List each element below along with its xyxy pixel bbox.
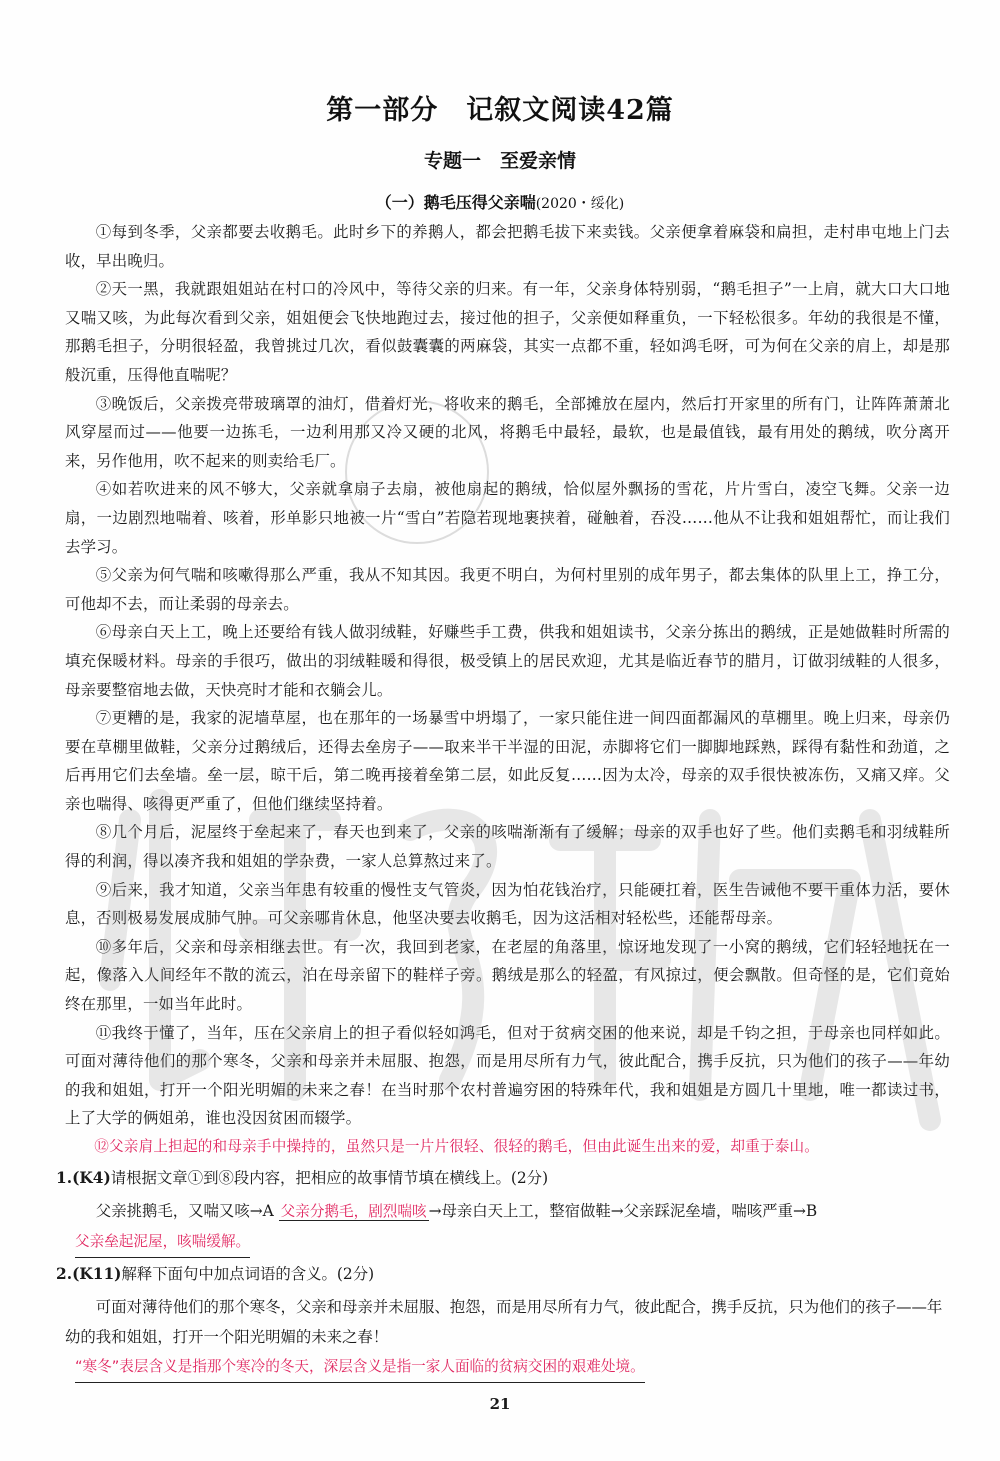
paragraph-7: ⑦更糟的是，我家的泥墙草屋，也在那年的一场暴雪中坍塌了，一家只能住进一间四面都漏风的草棚里。晚上归来，母亲仍要在草棚里做鞋，父亲分过鹅绒后，还得去垒房子——取来半干半湿的田泥，赤脚将它们一脚脚地踩熟，踩得有黏性和劲道，之后再用它们去垒墙。垒一层，晾干后，第二晚再接着垒第二层，如此反复……因为太冷，母亲的双手很快被冻伤，又痛又痒。父亲也喘得、咳得更严重了，但他们继续坚持着。 — [65, 709, 950, 813]
paragraph-2: ②天一黑，我就跟姐姐站在村口的冷风中，等待父亲的归来。有一年，父亲身体特别弱，“鹅毛担子”一上肩，就大口大口地又喘又咳，为此每次看到父亲，姐姐便会飞快地跑过去，接过他的担子，父亲便如释重负，一下轻松很多。年幼的我很是不懂，那鹅毛担子，分明很轻盈，我曾挑过几次，看似鼓囊囊的两麻袋，其实一点都不重，轻如鸿毛呀，可为何在父亲的肩上，却是那般沉重，压得他直喘呢？ — [65, 280, 950, 384]
question-1-body-before: 父亲挑鹅毛，又喘又咳→A — [95, 1201, 274, 1220]
question-2-text: 解释下面句中加点词语的含义。(2分) — [121, 1264, 375, 1283]
paragraph-1: ①每到冬季，父亲都要去收鹅毛。此时乡下的养鹅人，都会把鹅毛拔下来卖钱。父亲便拿着麻袋和扁担，走村串屯地上门去收，早出晚归。 — [65, 223, 950, 270]
paragraph-6: ⑥母亲白天上工，晚上还要给有钱人做羽绒鞋，好赚些手工费，供我和姐姐读书，父亲分拣出的鹅绒，正是她做鞋时所需的填充保暖材料。母亲的手很巧，做出的羽绒鞋暖和得很，极受镇上的居民欢迎，尤其是临近春节的腊月，订做羽绒鞋的人很多，母亲要整宿地去做，天快亮时才能和衣躺会儿。 — [65, 623, 950, 699]
paragraph-3: ③晚饭后，父亲拨亮带玻璃罩的油灯，借着灯光，将收来的鹅毛，全部摊放在屋内，然后打开家里的所有门，让阵阵萧萧北风穿屋而过——他要一边拣毛，一边利用那又冷又硬的北风，将鹅毛中最轻，最软，也是最值钱，最有用处的鹅绒，吹分离开来，另作他用，吹不起来的则卖给毛厂。 — [65, 394, 950, 470]
answer-2: “寒冬”表层含义是指那个寒冷的冬天，深层含义是指一家人面临的贫病交困的艰难处境。 — [75, 1352, 645, 1383]
paragraph-10: ⑩多年后，父亲和母亲相继去世。有一次，我回到老家，在老屋的角落里，惊讶地发现了一小窝的鹅绒，它们轻轻地抚在一起，像落入人间经年不散的流云，泊在母亲留下的鞋样子旁。鹅绒是那么的轻盈，有风掠过，便会飘散。但奇怪的是，它们竟始终在那里，一如当年此时。 — [65, 937, 950, 1014]
article-source: (2020・绥化) — [535, 196, 625, 212]
paragraph-5: ⑤父亲为何气喘和咳嗽得那么严重，我从不知其因。我更不明白，为何村里别的成年男子，都去集体的队里上工，挣工分，可他却不去，而让柔弱的母亲去。 — [65, 566, 950, 613]
question-1-body-middle: →母亲白天上工，整宿做鞋→父亲踩泥垒墙，喘咳严重→B — [428, 1201, 818, 1220]
question-2-number: 2. — [56, 1264, 73, 1283]
answer-b: 父亲垒起泥屋，咳喘缓解。 — [75, 1227, 250, 1258]
question-1 — [56, 1164, 950, 1192]
article-title-text: （一）鹅毛压得父亲喘 — [375, 193, 536, 212]
question-1-text: 请根据文章①到⑧段内容，把相应的故事情节填在横线上。(2分) — [110, 1168, 549, 1187]
question-2-quote: 可面对薄待他们的那个寒冬，父亲和母亲并未屈服、抱怨，而是用尽所有力气，彼此配合，携手反抗，只为他们的孩子——年幼的我和姐姐，打开一个阳光明媚的未来之春！ — [65, 1297, 943, 1346]
question-1-code: (K4) — [72, 1168, 111, 1187]
article-body — [56, 218, 950, 1383]
part-title: 第一部分 记叙文阅读42篇 — [326, 95, 674, 126]
answer-a: 父亲分鹅毛，剧烈喘咳 — [280, 1202, 427, 1220]
question-1-number: 1. — [56, 1168, 73, 1187]
article-title — [0, 190, 1000, 213]
question-2 — [56, 1260, 950, 1288]
paragraph-9: ⑨后来，我才知道，父亲当年患有较重的慢性支气管炎，因为怕花钱治疗，只能硬扛着，医生告诫他不要干重体力活，要休息，否则极易发展成肺气肿。可父亲哪肯休息，他坚决要去收鹅毛，因为这活相对轻松些，还能帮母亲。 — [65, 880, 950, 928]
paragraph-8: ⑧几个月后，泥屋终于垒起来了，春天也到来了，父亲的咳喘渐渐有了缓解；母亲的双手也好了些。他们卖鹅毛和羽绒鞋所得的利润，得以凑齐我和姐姐的学杂费，一家人总算熬过来了。 — [65, 823, 950, 871]
paragraph-12-highlighted: ⑫父亲肩上担起的和母亲手中操持的，虽然只是一片片很轻、很轻的鹅毛，但由此诞生出来的爱，却重于泰山。 — [94, 1138, 820, 1155]
question-2-code: (K11) — [72, 1264, 122, 1283]
topic-title: 专题一 至爱亲情 — [423, 150, 576, 172]
question-1-body — [65, 1196, 950, 1227]
paragraph-4: ④如若吹进来的风不够大，父亲就拿扇子去扇，被他扇起的鹅绒，恰似屋外飘扬的雪花，片片雪白，凌空飞舞。父亲一边扇，一边剧烈地喘着、咳着，形单影只地被一片“雪白”若隐若现地裹挟着，碰触着，吞没……他从不让我和姐姐帮忙，而让我们去学习。 — [65, 480, 950, 556]
page-number: 21 — [489, 1395, 511, 1413]
paragraph-11: ⑪我终于懂了，当年，压在父亲肩上的担子看似轻如鸿毛，但对于贫病交困的他来说，却是千钧之担，于母亲也同样如此。可面对薄待他们的那个寒冬，父亲和母亲并未屈服、抱怨，而是用尽所有力气，彼此配合，携手反抗，只为他们的孩子——年幼的我和姐姐，打开一个阳光明媚的未来之春！在当时那个农村普遍穷困的特殊年代，我和姐姐是方圆几十里地，唯一都读过书，上了大学的俩姐弟，谁也没因贫困而辍学。 — [65, 1023, 950, 1128]
